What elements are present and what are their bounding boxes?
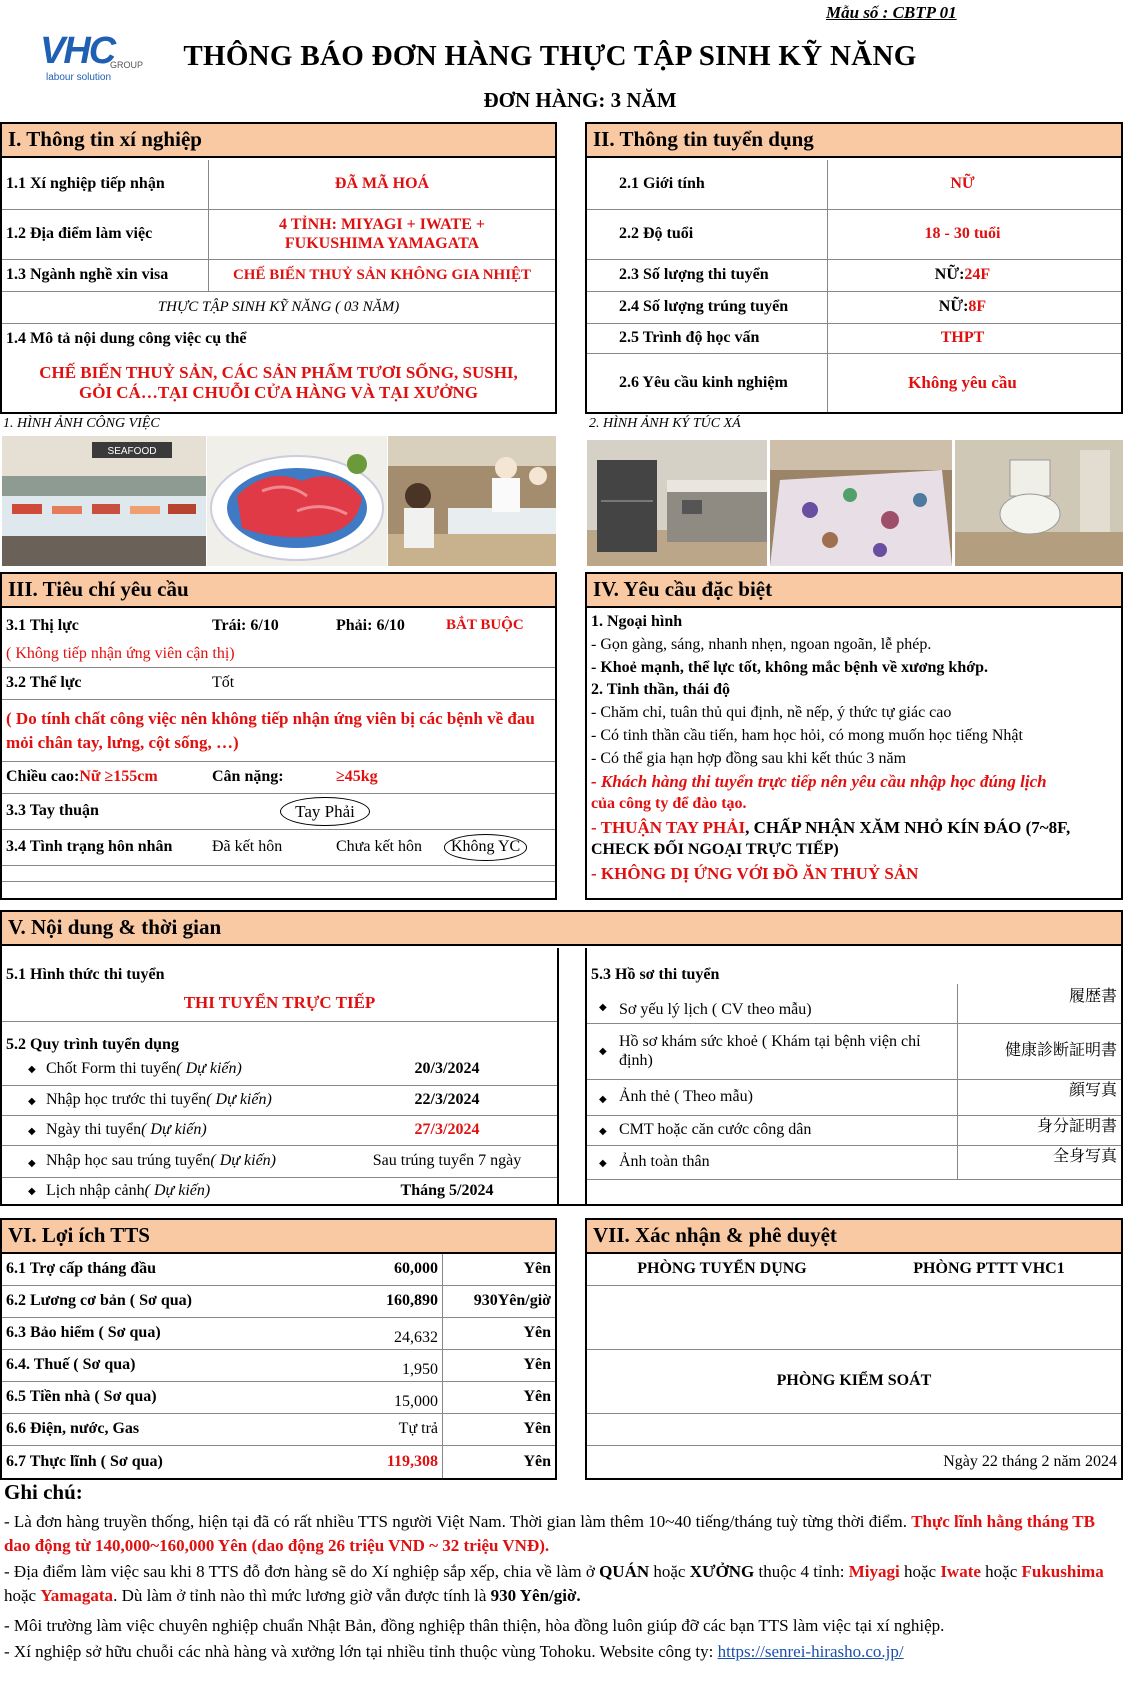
- note-2: - Địa điểm làm việc sau khi 8 TTS đỗ đơn hàng sẽ do Xí nghiệp sắp xếp, chia về làm ở QUÁN hoặc XƯỞNG thuộc 4 tỉnh: Miyagi hoặc Iwate hoặc Fukushima hoặc Yamagata. Dù làm ở tỉnh nào thì mức lương giờ vẫn được tính là 930 Yên/giờ.: [4, 1562, 1104, 1605]
- eye-right: Phải: 6/10: [336, 616, 405, 634]
- dorm-photo-bed: [770, 440, 952, 566]
- work-photos-caption: 1. HÌNH ẢNH CÔNG VIỆC: [3, 416, 160, 431]
- section-content-timeline: V. Nội dung & thời gian 5.1 Hình thức thi tuyển THI TUYỂN TRỰC TIẾP 5.2 Quy trình tuyển dụng ◆ Chốt Form thi tuyển ( Dự kiến) 20/3/2024 ◆ Nhập học trước thi tuyển ( Dự kiến) 22/3/2024 ◆ Ngày thi tuyển ( Dự kiến) 27/3/2024 ◆ Nhập học sau trúng tuyển ( Dự kiến) Sau trúng tuyển 7 ngày ◆ Lịch nhập cảnh ( Dự kiến) Tháng 5/2024 5.3 Hồ sơ thi tuyển ◆ Sơ yếu lý lịch ( CV theo mẫu) 履歴書 ◆ Hồ sơ khám sức khoẻ ( Khám tại bệnh viện chỉ định) 健康診断証明書 ◆ Ảnh thẻ ( Theo mẫu) 顔写真 ◆ CMT hoặc căn cước công dân 身分証明書 ◆ Ảnh toàn thân 全身写真: [0, 910, 1123, 1206]
- requirement-line: - Có thể gia hạn hợp đồng sau khi kết thúc 3 năm: [591, 750, 907, 767]
- marital-option-single: Chưa kết hôn: [336, 838, 422, 856]
- benefit-value: 15,000: [394, 1392, 438, 1410]
- timeline-date: 22/3/2024: [414, 1091, 480, 1109]
- field-label: 1.2 Địa điểm làm việc: [6, 225, 153, 243]
- weight-requirement: ≥45kg: [336, 768, 378, 786]
- requirement-line: - Chăm chỉ, tuân thủ qui định, nề nếp, ý thức tự giác cao: [591, 704, 952, 721]
- section-header: V. Nội dung & thời gian: [2, 912, 1121, 946]
- note-4: - Xí nghiệp sở hữu chuỗi các nhà hàng và xưởng lớn tại nhiều tỉnh thuộc vùng Tohoku. Website công ty: https://senrei-hirasho.co.jp/: [4, 1642, 904, 1661]
- company-logo: VHC GROUP labour solution: [40, 30, 144, 83]
- requirement-line: CHECK ĐỐI NGOẠI TRỰC TIẾP): [591, 841, 839, 858]
- document-item: Hồ sơ khám sức khoẻ ( Khám tại bệnh viện chỉ định): [619, 1033, 921, 1069]
- handedness-value: Tay Phải: [208, 794, 442, 829]
- department-control: PHÒNG KIỂM SOÁT: [776, 1372, 932, 1390]
- section-company-info: [0, 122, 557, 414]
- page-subtitle: ĐƠN HÀNG: 3 NĂM: [483, 88, 677, 112]
- field-label: 2.1 Giới tính: [619, 175, 705, 193]
- benefit-unit: Yên: [442, 1382, 555, 1413]
- field-label: 1.3 Ngành nghề xin visa: [6, 266, 169, 284]
- timeline-step: Chốt Form thi tuyển ( Dự kiến): [46, 1060, 242, 1078]
- field-label: Cân nặng:: [212, 768, 284, 786]
- work-photo-sushi-bar: [388, 436, 556, 566]
- store-sign-text: SEAFOOD: [107, 446, 157, 457]
- field-value: CHẾ BIẾN THUỶ SẢN KHÔNG GIA NHIỆT: [208, 260, 555, 291]
- benefit-label: 6.6 Điện, nước, Gas: [6, 1420, 140, 1438]
- requirement-line: - Khách hàng thi tuyển trực tiếp nên yêu cầu nhập học đúng lịch: [591, 772, 1047, 791]
- document-item: CMT hoặc căn cước công dân: [619, 1121, 812, 1139]
- field-value: Tốt: [212, 674, 235, 692]
- work-photo-seafood-counter: [2, 436, 206, 566]
- company-website-link[interactable]: https://senrei-hirasho.co.jp/: [717, 1642, 904, 1661]
- timeline-date: 20/3/2024: [414, 1060, 480, 1078]
- field-value: NỮ: 8F: [827, 292, 1097, 323]
- field-label: 1.4 Mô tả nội dung công việc cụ thể: [6, 329, 247, 347]
- document-item-jp: 健康診断証明書: [957, 1024, 1121, 1079]
- section-requirements: [0, 572, 557, 900]
- approval-date: Ngày 22 tháng 2 năm 2024: [943, 1452, 1117, 1470]
- section-benefits: [0, 1218, 557, 1480]
- department-recruitment: PHÒNG TUYỂN DỤNG: [637, 1260, 807, 1278]
- benefit-value: 1,950: [402, 1360, 438, 1378]
- section-header: VI. Lợi ích TTS: [2, 1220, 555, 1254]
- field-value: THPT: [827, 324, 1097, 353]
- requirement-line: - THUẬN TAY PHẢI, CHẤP NHẬN XĂM NHỎ KÍN ĐÁO (7~8F,: [591, 818, 1071, 837]
- benefit-unit: Yên: [442, 1318, 555, 1349]
- field-label: 3.1 Thị lực: [6, 616, 79, 634]
- appearance-heading: 1. Ngoại hình: [591, 613, 683, 630]
- field-label: 5.3 Hồ sơ thi tuyển: [591, 965, 720, 983]
- section-approval: [585, 1218, 1123, 1480]
- eye-note: ( Không tiếp nhận ứng viên cận thị): [6, 645, 235, 663]
- field-label: 2.6 Yêu cầu kinh nghiệm: [619, 373, 788, 391]
- section-recruitment-info: [585, 122, 1123, 414]
- marital-option-no-requirement: Không YC: [440, 830, 555, 865]
- timeline-step: Ngày thi tuyển ( Dự kiến): [46, 1121, 207, 1139]
- exam-format-value: THI TUYỂN TRỰC TIẾP: [183, 992, 376, 1012]
- timeline-step: Lịch nhập cảnh ( Dự kiến): [46, 1181, 211, 1199]
- work-photo-tuna-sashimi: [207, 436, 387, 566]
- form-number: Mẫu số : CBTP 01: [826, 3, 957, 22]
- benefit-unit: Yên: [442, 1414, 555, 1445]
- field-label: 3.4 Tình trạng hôn nhân: [6, 838, 173, 856]
- requirement-line: - Có tinh thần cầu tiến, ham học hỏi, có mong muốn học tiếng Nhật: [591, 727, 1023, 744]
- field-label: 2.2 Độ tuổi: [619, 225, 694, 243]
- eye-left: Trái: 6/10: [212, 616, 279, 634]
- section-header: IV. Yêu cầu đặc biệt: [587, 574, 1121, 608]
- field-label: 1.1 Xí nghiệp tiếp nhận: [6, 175, 165, 193]
- eye-required: BẮT BUỘC: [446, 617, 524, 634]
- benefit-value: 60,000: [394, 1260, 438, 1278]
- section-special-requirements: [585, 572, 1123, 900]
- section-header: I. Thông tin xí nghiệp: [2, 124, 555, 158]
- field-value: ĐÃ MÃ HOÁ: [208, 160, 555, 209]
- field-value: NỮ: 24F: [827, 260, 1097, 291]
- dorm-photo-kitchen: [587, 440, 767, 566]
- field-value: 4 TỈNH: MIYAGI + IWATE + FUKUSHIMA YAMAGATA: [208, 210, 555, 259]
- document-item: Ảnh thẻ ( Theo mẫu): [619, 1088, 753, 1106]
- field-label: 2.5 Trình độ học vấn: [619, 329, 760, 347]
- benefit-label: 6.5 Tiền nhà ( Sơ qua): [6, 1388, 157, 1406]
- benefit-label: 6.4. Thuế ( Sơ qua): [6, 1356, 136, 1374]
- benefit-label: 6.3 Bảo hiểm ( Sơ qua): [6, 1324, 161, 1342]
- requirement-line: của công ty để đào tạo.: [591, 795, 747, 812]
- document-item-jp: 全身写真: [957, 1146, 1121, 1179]
- physical-note: ( Do tính chất công việc nên không tiếp nhận ứng viên bị các bệnh về đau mỏi chân tay, lưng, cột sống, …): [6, 708, 535, 752]
- page-title: THÔNG BÁO ĐƠN HÀNG THỰC TẬP SINH KỸ NĂNG: [183, 40, 917, 72]
- field-label: 2.3 Số lượng thi tuyển: [619, 266, 769, 284]
- timeline-step: Nhập học trước thi tuyển ( Dự kiến): [46, 1091, 272, 1109]
- job-description: CHẾ BIẾN THUỶ SẢN, CÁC SẢN PHẨM TƯƠI SỐNG, SUSHI, GỎI CÁ…TẠI CHUỖI CỬA HÀNG VÀ TẠI XƯỞNG: [39, 363, 518, 402]
- dorm-photo-toilet: [955, 440, 1123, 566]
- field-label: 3.2 Thể lực: [6, 674, 82, 692]
- marital-option-married: Đã kết hôn: [212, 838, 283, 856]
- benefit-value: Tự trả: [398, 1420, 438, 1438]
- document-item: Ảnh toàn thân: [619, 1153, 710, 1171]
- net-salary-value: 119,308: [386, 1452, 438, 1470]
- note-1: - Là đơn hàng truyền thống, hiện tại đã có rất nhiều TTS người Việt Nam. Thời gian làm thêm 10~40 tiếng/tháng tuỳ từng thời điểm. Thực lĩnh hằng tháng TB dao động từ 140,000~160,000 Yên (dao động 26 triệu VND ~ 32 triệu VNĐ).: [4, 1512, 1095, 1555]
- timeline-step: Nhập học sau trúng tuyển ( Dự kiến): [46, 1152, 276, 1170]
- benefit-label: 6.1 Trợ cấp tháng đầu: [6, 1260, 157, 1278]
- section-header: VII. Xác nhận & phê duyệt: [587, 1220, 1121, 1254]
- department-pttt: PHÒNG PTTT VHC1: [913, 1260, 1065, 1278]
- document-item-jp: 顔写真: [957, 1080, 1121, 1115]
- benefit-label: 6.2 Lương cơ bản ( Sơ qua): [6, 1292, 192, 1310]
- document-item-jp: 履歴書: [957, 984, 1121, 1023]
- section-header: II. Thông tin tuyển dụng: [587, 124, 1121, 158]
- benefit-value: 24,632: [394, 1328, 438, 1346]
- document-item: Sơ yếu lý lịch ( CV theo mẫu): [619, 1000, 812, 1018]
- height-requirement: Chiều cao: Nữ ≥155cm: [6, 768, 158, 786]
- benefit-unit: Yên: [442, 1254, 555, 1285]
- benefit-value: 160,890: [386, 1292, 438, 1310]
- field-label: 2.4 Số lượng trúng tuyển: [619, 298, 789, 316]
- timeline-date: Tháng 5/2024: [400, 1181, 494, 1199]
- benefit-label: 6.7 Thực lĩnh ( Sơ qua): [6, 1452, 163, 1470]
- benefit-unit: Yên: [442, 1446, 555, 1478]
- field-value: Không yêu cầu: [827, 354, 1097, 412]
- field-label: 5.1 Hình thức thi tuyển: [6, 965, 165, 983]
- notes-heading: Ghi chú:: [4, 1480, 83, 1504]
- field-label: 5.2 Quy trình tuyển dụng: [6, 1035, 179, 1053]
- program-type: THỰC TẬP SINH KỸ NĂNG ( 03 NĂM): [157, 298, 400, 315]
- benefit-unit: Yên: [442, 1350, 555, 1381]
- attitude-heading: 2. Tinh thần, thái độ: [591, 681, 731, 698]
- note-3: - Môi trường làm việc chuyên nghiệp chuẩn Nhật Bản, đồng nghiệp thân thiện, hòa đồng luôn giúp đỡ các bạn TTS làm việc tại xí nghiệp.: [4, 1616, 945, 1635]
- requirement-line: - Gọn gàng, sáng, nhanh nhẹn, ngoan ngoãn, lễ phép.: [591, 636, 932, 653]
- document-item-jp: 身分証明書: [957, 1116, 1121, 1145]
- requirement-line: - Khoẻ mạnh, thể lực tốt, không mắc bệnh về xương khớp.: [591, 659, 988, 676]
- timeline-date: Sau trúng tuyển 7 ngày: [372, 1152, 522, 1170]
- field-value: NỮ: [827, 160, 1097, 209]
- benefit-unit: 930Yên/giờ: [442, 1286, 555, 1317]
- requirement-line: - KHÔNG DỊ ỨNG VỚI ĐỒ ĂN THUỶ SẢN: [591, 864, 919, 883]
- section-header: III. Tiêu chí yêu cầu: [2, 574, 555, 608]
- dorm-photos-caption: 2. HÌNH ẢNH KÝ TÚC XÁ: [589, 416, 741, 431]
- timeline-date: 27/3/2024: [414, 1121, 480, 1139]
- field-value: 18 - 30 tuổi: [827, 210, 1097, 259]
- field-label: 3.3 Tay thuận: [6, 802, 99, 820]
